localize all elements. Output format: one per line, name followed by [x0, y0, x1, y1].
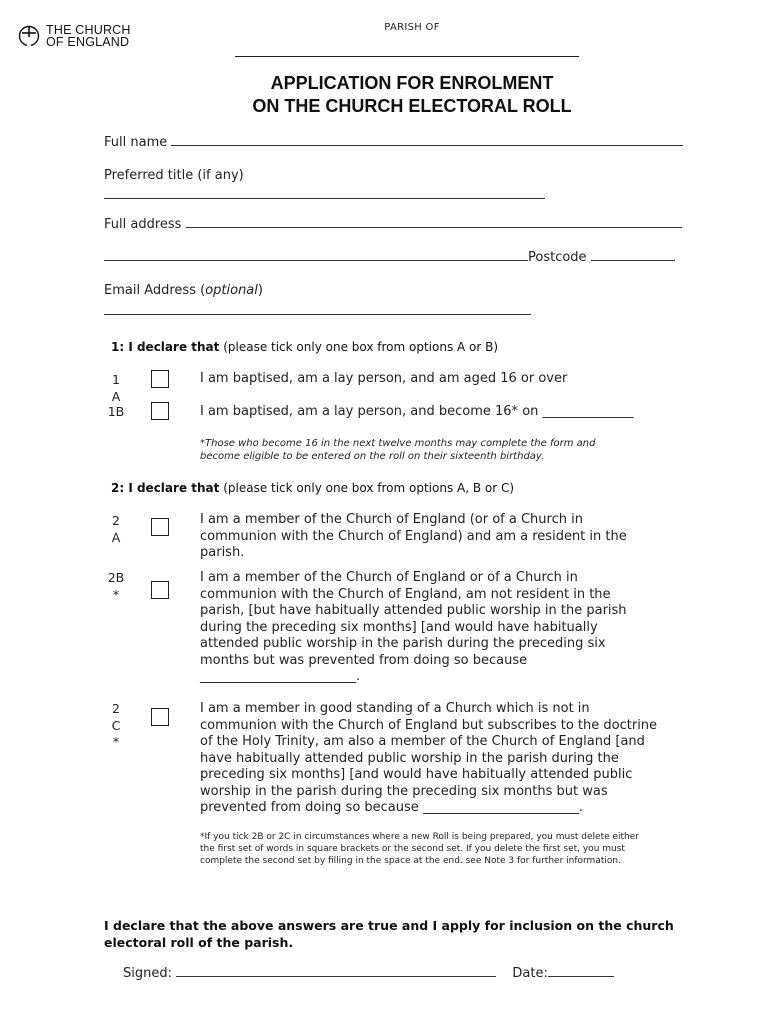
option-2c-line: preceding six months] [and would have habitually attended public: [200, 767, 633, 782]
option-2c-line: of the Holy Trinity, am also a member of the Church of England [and: [200, 734, 645, 749]
full-name-row: [104, 135, 688, 150]
preferred-title-label: Preferred title (if any): [104, 168, 244, 183]
option-2a-line: I am a member of the Church of England (or of a Church in: [200, 512, 583, 527]
option-1a-number-line1: 1: [112, 372, 120, 387]
address-line2-field[interactable]: [104, 250, 528, 261]
option-1b-checkbox[interactable]: [151, 402, 169, 420]
date-field[interactable]: [548, 966, 614, 977]
signature-row: [123, 966, 614, 981]
option-2c-checkbox[interactable]: [151, 708, 169, 726]
email-optional: optional: [205, 283, 258, 298]
option-2b-line: attended public worship in the parish during the preceding six: [200, 636, 606, 651]
postcode-field[interactable]: [591, 250, 675, 261]
section1-note: [200, 437, 595, 463]
section2-heading: [111, 481, 514, 495]
option-1a-text: I am baptised, am a lay person, and am aged 16 or over: [200, 371, 568, 386]
option-2b-number-line2: *: [112, 586, 120, 602]
option-2b-text: [200, 570, 627, 686]
option-2a-text: [200, 512, 627, 562]
section2-heading-rest: (please tick only one box from options A, B or C): [223, 481, 515, 495]
declaration-line2: electoral roll of the parish.: [104, 935, 294, 950]
option-2b-line: ________________________.: [200, 669, 361, 684]
option-1b-text: I am baptised, am a lay person, and become 16* on ______________: [200, 404, 634, 419]
title-line1: APPLICATION FOR ENROLMENT: [270, 73, 554, 93]
section1-heading-rest: (please tick only one box from options A or B): [223, 340, 499, 354]
option-2b-line: communion with the Church of England, am not resident in the: [200, 586, 611, 602]
section1-heading: [111, 340, 498, 354]
option-1a-checkbox[interactable]: [151, 370, 169, 388]
postcode-label: Postcode: [528, 250, 587, 265]
option-2c-line: prevented from doing so because ________________________.: [200, 800, 584, 815]
full-address-field[interactable]: [186, 217, 682, 228]
signed-label: Signed:: [123, 966, 172, 981]
option-2c-line: I am a member in good standing of a Church which is not in: [200, 701, 590, 716]
option-2a-number-line1: 2: [112, 513, 120, 528]
logo-line1: THE CHURCH: [46, 23, 131, 37]
declaration-line1: I declare that the above answers are true and I apply for inclusion on the church: [104, 918, 674, 933]
section2-heading-bold: 2: I declare that: [111, 481, 220, 495]
option-1b-number: 1B: [107, 404, 125, 419]
option-2c-number-line3: *: [112, 734, 120, 749]
section2-note: [200, 832, 639, 867]
full-name-field[interactable]: [171, 135, 683, 146]
email-field[interactable]: [104, 314, 531, 315]
option-2b-line: during the preceding six months] [and would have habitually: [200, 619, 598, 635]
option-2b-number: [106, 570, 126, 603]
section2-note-line: complete the second set by filling in the space at the end. see Note 3 for further information.: [200, 855, 621, 866]
full-name-label: Full name: [104, 135, 168, 150]
form-title: [0, 72, 770, 118]
option-1a-number-line2: A: [111, 388, 121, 404]
date-label: Date:: [512, 966, 548, 981]
section2-note-line: *If you tick 2B or 2C in circumstances where a new Roll is being prepared, you must delete either: [200, 832, 640, 842]
option-2b-number-line1: 2B: [107, 570, 125, 585]
option-2a-number-line2: A: [111, 529, 121, 545]
title-line2: ON THE CHURCH ELECTORAL ROLL: [252, 96, 572, 116]
preferred-title-field[interactable]: [104, 198, 545, 199]
option-2b-checkbox[interactable]: [151, 581, 169, 599]
section1-note-line2: become eligible to be entered on the roll on their sixteenth birthday.: [200, 451, 545, 462]
signature-field[interactable]: [176, 966, 496, 977]
option-2c-line: worship in the parish during the preceding six months but was: [200, 783, 608, 799]
option-1a-number: [106, 372, 126, 405]
option-2c-line: communion with the Church of England but subscribes to the doctrine: [200, 717, 658, 733]
section1-note-line1: *Those who become 16 in the next twelve months may complete the form and: [200, 438, 596, 449]
option-2b-line: months but was prevented from doing so because: [200, 652, 528, 668]
section1-heading-bold: 1: I declare that: [111, 340, 220, 354]
option-2c-text: [200, 701, 657, 817]
option-2c-line: have habitually attended public worship in the parish during the: [200, 750, 619, 766]
option-2b-line: parish, [but have habitually attended public worship in the parish: [200, 603, 627, 618]
parish-name-line[interactable]: [235, 56, 579, 57]
option-2a-number: [106, 513, 126, 546]
declaration-text: [104, 917, 674, 951]
option-2a-line: communion with the Church of England) and am a resident in the: [200, 528, 627, 544]
option-2c-number-line2: C: [111, 717, 121, 733]
full-address-row: [104, 217, 688, 232]
option-2a-line: parish.: [200, 545, 245, 560]
full-address-label: Full address: [104, 217, 182, 232]
email-row: Email Address (optional): [104, 283, 263, 298]
parish-label: PARISH OF: [384, 22, 440, 33]
option-2b-line: I am a member of the Church of England or of a Church in: [200, 570, 578, 585]
address-line2-row: [104, 250, 688, 265]
section2-note-line: the first set of words in square brackets or the second set. If you delete the first set, you must: [200, 843, 625, 854]
option-2a-checkbox[interactable]: [151, 518, 169, 536]
email-label: Email Address: [104, 283, 196, 298]
option-2c-number-line1: 2: [112, 701, 120, 716]
logo-line2: OF ENGLAND: [46, 35, 130, 49]
option-2c-number: [106, 701, 126, 751]
